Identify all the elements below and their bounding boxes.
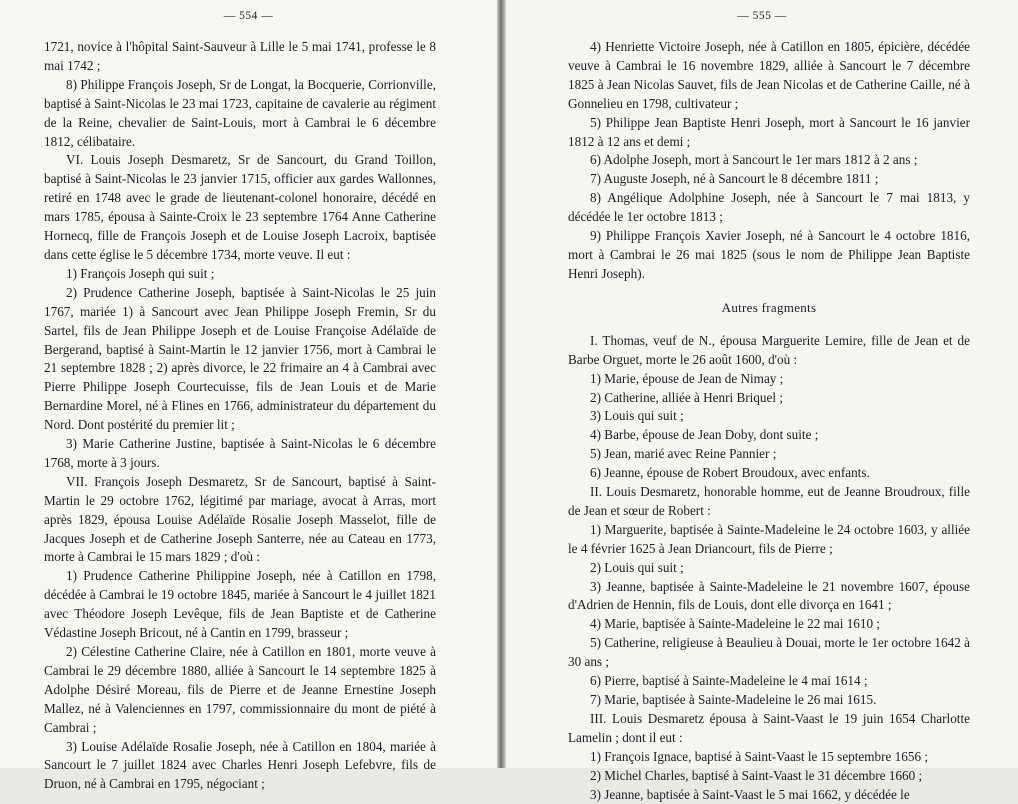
paragraph: 2) Michel Charles, baptisé à Saint-Vaast le 31 décembre 1660 ; — [590, 767, 923, 783]
paragraph: 2) Prudence Catherine Joseph, baptisée à Saint-Nicolas le 25 juin 1767, mariée 1) à Sancourt avec Jean Philippe Joseph Fremin, Sr du Sartel, fils de Jean Philippe Joseph et de Louise Françoise Adélaïde de Bergerand, baptisé à Saint-Martin le 12 janvier 1756, mort à Cambrai le 21 septembre 1828 ; 2) après divorce, le 22 frimaire an 4 à Cambrai avec Pierre Philippe Joseph Courtecuisse, fils de Jean Louis et de Marie Bernardine Morel, né à Flines en 1766, administrateur du département du Nord. Dont postérité du premier lit ; — [44, 284, 436, 433]
right-page — [506, 0, 1018, 802]
paragraph: I. Thomas, veuf de N., épousa Marguerite Lemire, fille de Jean et de Barbe Orguet, morte le 26 août 1600, d'où : — [568, 332, 970, 367]
page-number-left: — 554 — — [223, 10, 274, 22]
paragraph: 1) Marie, épouse de Jean de Nimay ; — [590, 370, 784, 386]
paragraph: 3) Jeanne, baptisée à Sainte-Madeleine le 21 novembre 1607, épouse d'Adrien de Hennin, fils de Louis, dont elle divorça en 1641 ; — [568, 578, 970, 613]
paragraph: VII. François Joseph Desmaretz, Sr de Sancourt, baptisé à Saint-Martin le 29 octobre 1762, légitimé par mariage, avocat à Arras, mort après 1829, épousa Louise Adélaïde Rosalie Joseph Masselot, fille de Jacques Joseph et de Catherine Joseph Santerre, née au Cateau en 1773, morte à Cambrai le 15 mars 1829 ; d'où : — [44, 473, 436, 565]
paragraph: 9) Philippe François Xavier Joseph, né à Sancourt le 4 octobre 1816, mort à Cambrai le 26 mai 1825 (sous le nom de Philippe Jean Baptiste Henri Joseph). — [568, 228, 970, 281]
paragraph: 8) Philippe François Joseph, Sr de Longat, la Bocquerie, Corrionville, baptisé à Saint-Nicolas le 23 mai 1723, capitaine de cavalerie au régiment de la Reine, chevalier de Saint-Louis, mort à Cambrai le 6 décembre 1812, célibataire. — [44, 76, 436, 149]
paragraph: 4) Henriette Victoire Joseph, née à Catillon en 1805, épicière, décédée veuve à Cambrai le 16 novembre 1829, alliée à Sancourt le 7 décembre 1825 à Jean Nicolas Sauvet, fils de Jean Nicolas et de Catherine Caille, né à Gonnelieu en 1798, cultivateur ; — [568, 39, 970, 111]
paragraph: 1) Prudence Catherine Philippine Joseph, née à Catillon en 1798, décédée à Cambrai le 19 octobre 1845, mariée à Sancourt le 4 juillet 1821 avec Théodore Joseph Levêque, fils de Jean Baptiste et de Catherine Védastine Joseph Bricout, né à Cantin en 1799, brasseur ; — [44, 568, 436, 641]
paragraph: VI. Louis Joseph Desmaretz, Sr de Sancourt, du Grand Toillon, baptisé à Saint-Nicolas le 23 janvier 1715, officier aux gardes Wallonnes, retiré en 1748 avec le grade de lieutenant-colonel honoraire, décédé en mars 1785, épousa à Sainte-Croix le 23 septembre 1764 Anne Catherine Hornecq, fille de François Joseph et de Louise Joseph Lacroix, baptisée dans cette église le 5 décembre 1734, morte veuve. Il eut : — [44, 152, 436, 262]
paragraph: 1) François Joseph qui suit ; — [66, 265, 215, 281]
paragraph: 4) Marie, baptisée à Sainte-Madeleine le 22 mai 1610 ; — [590, 616, 881, 632]
paragraph: 1721, novice à l'hôpital Saint-Sauveur à Lille le 5 mai 1741, professe le 8 mai 1742 ; — [44, 39, 436, 73]
paragraph: 4) Barbe, épouse de Jean Doby, dont suite ; — [590, 427, 819, 443]
paragraph: III. Louis Desmaretz épousa à Saint-Vaast le 19 juin 1654 Charlotte Lamelin ; dont il eut : — [568, 710, 970, 745]
left-page — [0, 0, 497, 792]
paragraph: 3) Louise Adélaïde Rosalie Joseph, née à Catillon en 1804, mariée à Sancourt le 7 juillet 1824 avec Charles Henri Joseph Lefebvre, fils de Druon, né à Cambrai en 1795, négociant ; — [44, 738, 436, 792]
left-text-column — [44, 38, 436, 794]
paragraph: 1) François Ignace, baptisé à Saint-Vaast le 15 septembre 1656 ; — [590, 748, 929, 764]
paragraph: 5) Jean, marié avec Reine Pannier ; — [590, 446, 777, 462]
paragraph: 3) Jeanne, baptisée à Saint-Vaast le 5 mai 1662, y décédée le — [590, 786, 910, 802]
paragraph: 5) Catherine, religieuse à Beaulieu à Douai, morte le 1er octobre 1642 à 30 ans ; — [568, 635, 970, 670]
paragraph: 2) Célestine Catherine Claire, née à Catillon en 1801, morte veuve à Cambrai le 29 décembre 1880, alliée à Sancourt le 14 septembre 1825 à Adolphe Désiré Moreau, fils de Pierre et de Jeanne Ernestine Joseph Mallez, né à Valenciennes en 1797, commissionnaire du mont de piété à Cambrai ; — [44, 644, 436, 735]
paragraph: 8) Angélique Adolphine Joseph, née à Sancourt le 7 mai 1813, y décédée le 1er octobre 1813 ; — [568, 190, 970, 225]
paragraph: 2) Louis qui suit ; — [590, 559, 684, 575]
right-text-column — [568, 38, 970, 804]
paragraph: 1) Marguerite, baptisée à Sainte-Madeleine le 24 octobre 1603, y alliée le 4 février 1625 à Jean Driancourt, fils de Pierre ; — [568, 521, 970, 556]
section-heading: Autres fragments — [721, 299, 817, 315]
paragraph: 6) Pierre, baptisé à Sainte-Madeleine le 4 mai 1614 ; — [590, 673, 868, 689]
paragraph: 3) Louis qui suit ; — [590, 408, 684, 424]
paragraph: 7) Auguste Joseph, né à Sancourt le 8 décembre 1811 ; — [590, 171, 879, 187]
paragraph: 3) Marie Catherine Justine, baptisée à Saint-Nicolas le 6 décembre 1768, morte à 3 jours. — [44, 436, 436, 470]
paragraph: 7) Marie, baptisée à Sainte-Madeleine le 26 mai 1615. — [590, 692, 877, 707]
paragraph: 2) Catherine, alliée à Henri Briquel ; — [590, 389, 783, 405]
book-gutter — [497, 0, 506, 768]
page-number-right: — 555 — — [737, 10, 787, 22]
paragraph: 6) Jeanne, épouse de Robert Broudoux, avec enfants. — [590, 465, 870, 481]
paragraph: II. Louis Desmaretz, honorable homme, eut de Jeanne Broudroux, fille de Jean et sœur de Robert : — [568, 484, 970, 518]
paragraph: 5) Philippe Jean Baptiste Henri Joseph, mort à Sancourt le 16 janvier 1812 à 12 ans et demi ; — [568, 114, 970, 149]
paragraph: 6) Adolphe Joseph, mort à Sancourt le 1er mars 1812 à 2 ans ; — [590, 152, 918, 168]
